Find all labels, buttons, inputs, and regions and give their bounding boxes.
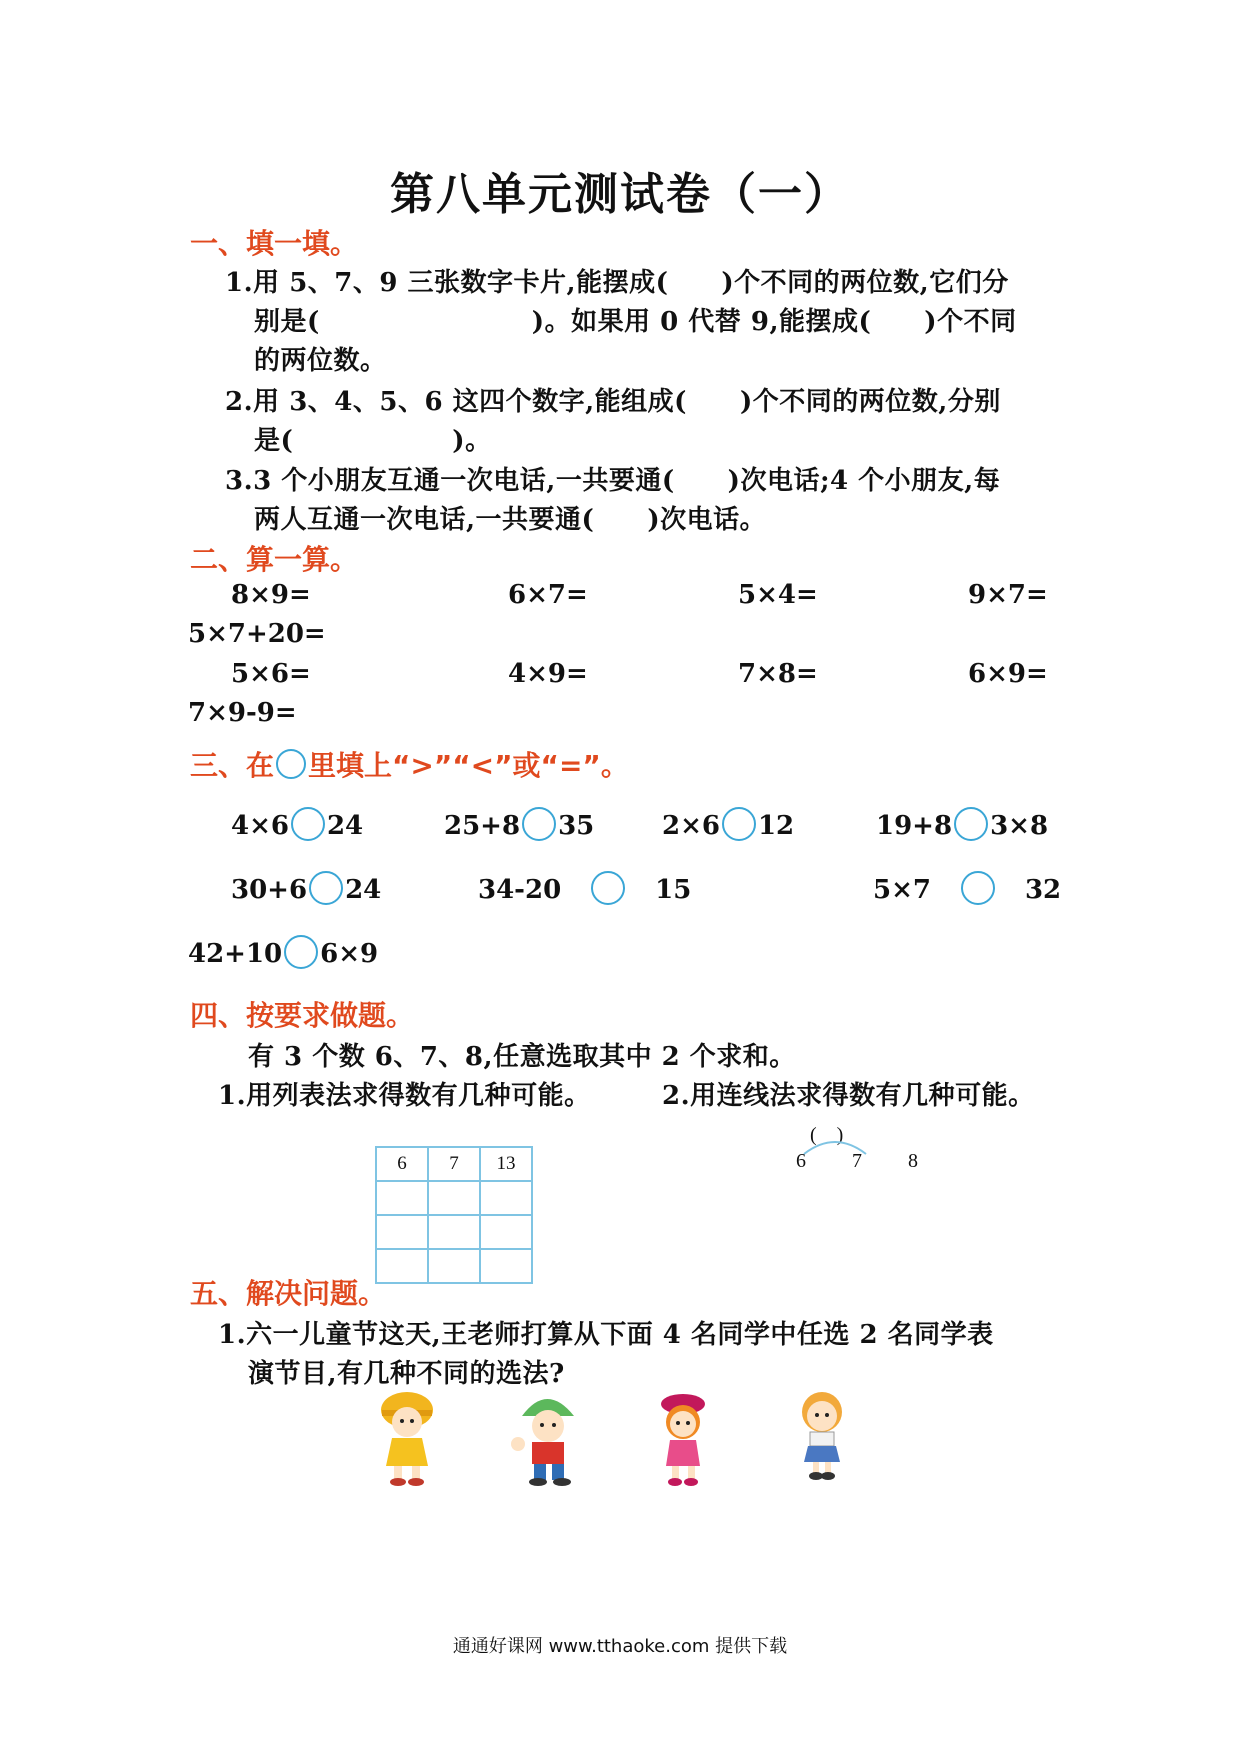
page-title: 第八单元测试卷（一）: [390, 169, 850, 220]
calc-item: 6×9=: [968, 659, 1048, 689]
section-3-heading: [190, 744, 629, 784]
table-cell: 6: [376, 1147, 428, 1181]
compare-item: [876, 810, 1048, 844]
section-5-heading: 五、解决问题。: [190, 1277, 387, 1310]
section-2-heading: 二、算一算。: [190, 543, 359, 576]
compare-left: 4×6: [231, 811, 289, 841]
compare-circle[interactable]: [591, 871, 625, 905]
compare-right: 24: [345, 875, 382, 905]
compare-item: [444, 810, 594, 844]
compare-item: [231, 874, 381, 908]
compare-item: [873, 874, 1061, 908]
child-illustration: [648, 1388, 718, 1488]
s1-line-2: 别是( )。如果用 0 代替 9,能摆成( )个不同: [254, 307, 1017, 337]
compare-right: 32: [1024, 875, 1062, 905]
compare-left: 25+8: [444, 811, 521, 841]
table-cell[interactable]: [480, 1181, 532, 1215]
s1-line-5: 是( )。: [254, 426, 492, 456]
compare-item: [662, 810, 794, 844]
child-illustration: [788, 1384, 856, 1484]
s4-intro: 有 3 个数 6、7、8,任意选取其中 2 个求和。: [248, 1042, 796, 1072]
table-cell[interactable]: [480, 1215, 532, 1249]
s1-line-3: 的两位数。: [254, 346, 387, 376]
calc-item: 6×7=: [508, 580, 588, 610]
compare-right: 3×8: [990, 811, 1049, 841]
calc-item: 5×4=: [738, 580, 818, 610]
table-cell: 13: [480, 1147, 532, 1181]
connect-number: 7: [852, 1150, 862, 1172]
s1-line-7: 两人互通一次电话,一共要通( )次电话。: [254, 505, 767, 535]
s3-heading-part-b: 里填上“>”“<”或“=”。: [308, 749, 629, 782]
section-1-heading: 一、填一填。: [190, 227, 359, 260]
compare-circle[interactable]: [291, 807, 325, 841]
calc-item: 7×9-9=: [188, 698, 297, 728]
table-cell[interactable]: [428, 1215, 480, 1249]
compare-circle[interactable]: [309, 871, 343, 905]
connect-number: 6: [796, 1150, 806, 1172]
compare-right: 6×9: [320, 939, 379, 969]
compare-left: 42+10: [188, 939, 283, 969]
calc-item: 4×9=: [508, 659, 588, 689]
listing-table: [375, 1146, 533, 1284]
s4-task-1: 1.用列表法求得数有几种可能。: [218, 1081, 591, 1111]
calc-item: 7×8=: [738, 659, 818, 689]
s1-line-6: 3.3 个小朋友互通一次电话,一共要通( )次电话;4 个小朋友,每: [225, 466, 1001, 496]
compare-item: [231, 810, 363, 844]
connect-paren: ( ): [810, 1124, 844, 1146]
compare-right: 15: [655, 875, 692, 905]
compare-left: 19+8: [876, 811, 953, 841]
compare-circle[interactable]: [961, 871, 995, 905]
circle-icon: [276, 749, 306, 779]
compare-right: 35: [558, 811, 595, 841]
s5-line-1: 1.六一儿童节这天,王老师打算从下面 4 名同学中任选 2 名同学表: [218, 1320, 994, 1350]
table-cell: 7: [428, 1147, 480, 1181]
table-cell[interactable]: [428, 1249, 480, 1283]
footer-credit: 通通好课网 www.tthaoke.com 提供下载: [452, 1636, 788, 1657]
compare-item: [478, 874, 691, 908]
connect-number: 8: [908, 1150, 918, 1172]
compare-right: 24: [326, 811, 364, 841]
calc-item: 5×6=: [231, 659, 311, 689]
compare-circle[interactable]: [722, 807, 756, 841]
table-cell[interactable]: [428, 1181, 480, 1215]
section-4-heading: 四、按要求做题。: [190, 999, 415, 1032]
compare-circle[interactable]: [522, 807, 556, 841]
compare-right: 12: [757, 811, 795, 841]
child-illustration: [372, 1388, 442, 1488]
s4-task-2: 2.用连线法求得数有几种可能。: [662, 1081, 1035, 1111]
compare-circle[interactable]: [284, 935, 318, 969]
calc-item: 5×7+20=: [188, 619, 326, 649]
compare-left: 5×7: [873, 875, 931, 905]
compare-left: 2×6: [662, 811, 720, 841]
calc-item: 8×9=: [231, 580, 311, 610]
compare-left: 30+6: [231, 875, 308, 905]
s5-line-2: 演节目,有几种不同的选法?: [248, 1359, 565, 1389]
compare-left: 34-20: [478, 875, 562, 905]
compare-circle[interactable]: [954, 807, 988, 841]
calc-item: 9×7=: [968, 580, 1048, 610]
table-cell[interactable]: [480, 1249, 532, 1283]
compare-item: [188, 938, 378, 972]
s1-line-4: 2.用 3、4、5、6 这四个数字,能组成( )个不同的两位数,分别: [225, 387, 1001, 417]
table-cell[interactable]: [376, 1181, 428, 1215]
child-illustration: [504, 1388, 590, 1488]
s3-heading-part-a: 三、在: [190, 749, 275, 782]
table-cell[interactable]: [376, 1215, 428, 1249]
s1-line-1: 1.用 5、7、9 三张数字卡片,能摆成( )个不同的两位数,它们分: [225, 268, 1009, 298]
